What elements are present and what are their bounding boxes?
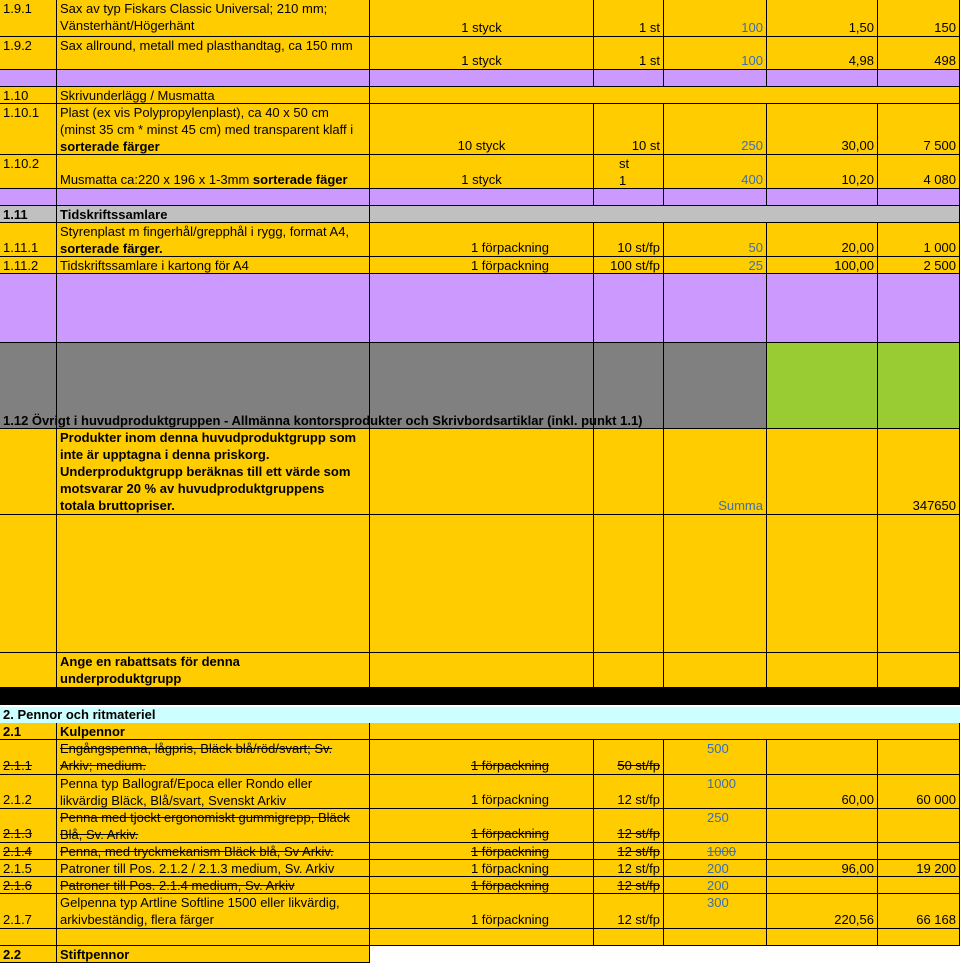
unit-cell (594, 740, 664, 775)
total-cell (878, 104, 960, 155)
estimate: 1000 (707, 776, 736, 791)
description-cell (57, 843, 370, 860)
price: 20,00 (841, 240, 874, 255)
group-id: 1.11 (3, 207, 28, 222)
spacer-cell (878, 929, 960, 946)
price-cell[interactable] (767, 257, 878, 274)
spacer-cell (370, 515, 594, 653)
note-line: motsvarar 20 % av huvudproduktgruppens (60, 481, 325, 496)
estimate: 500 (707, 741, 729, 756)
total: 19 200 (916, 861, 956, 876)
table-row[interactable] (0, 877, 960, 894)
quantity-cell (370, 894, 594, 929)
row-id: 1.11.2 (3, 258, 39, 273)
quantity: 1 styck (461, 53, 502, 68)
estimate: 25 (748, 258, 763, 273)
group-title: Skrivunderlägg / Musmatta (60, 88, 215, 103)
description-cell (57, 257, 370, 274)
unit-cell (594, 860, 664, 877)
description-line: Patroner till Pos. 2.1.2 / 2.1.3 medium, Sv. Arkiv (60, 861, 335, 876)
estimate: 400 (741, 172, 763, 187)
group-empty-cell (370, 87, 960, 104)
total-cell (878, 809, 960, 843)
estimate: 250 (707, 810, 729, 825)
unit-cell (594, 223, 664, 257)
price-cell[interactable] (767, 877, 878, 894)
description-line: Musmatta ca:220 x 196 x 1-3mm (60, 172, 253, 187)
price: 220,56 (834, 912, 874, 927)
group-id-cell (0, 87, 57, 104)
description-line: Tidskriftssamlare i kartong för A4 (60, 258, 249, 273)
unit: 12 st/fp (617, 792, 660, 807)
quantity: 1 förpackning (470, 844, 550, 859)
total: 2 500 (923, 258, 956, 273)
unit: 12 st/fp (617, 844, 660, 859)
total: 4 080 (923, 172, 956, 187)
price-cell[interactable] (767, 860, 878, 877)
group-header-row (0, 723, 960, 740)
unit: 12 st/fp (617, 912, 660, 927)
spacer-cell (594, 929, 664, 946)
price: 4,98 (848, 53, 874, 68)
description-line: Penna med tjockt ergonomiskt gummigrepp, Bläck (60, 810, 350, 825)
group-empty-cell (370, 723, 960, 740)
price-cell[interactable] (767, 740, 878, 775)
section-cell (664, 343, 767, 429)
table-row[interactable] (0, 223, 960, 257)
spacer-cell (0, 929, 57, 946)
rebate-empty-cell (370, 653, 594, 688)
spacer-cell (57, 189, 370, 206)
spacer-cell (767, 189, 878, 206)
row-id-cell (0, 257, 57, 274)
row-id-cell (0, 843, 57, 860)
unit: st (619, 156, 630, 171)
spacer-cell (0, 70, 57, 87)
note-line: Produkter inom denna huvudproduktgrupp som (60, 430, 357, 445)
group-id: 2.1 (3, 724, 22, 739)
rebate-empty-cell (664, 653, 767, 688)
description-cell (57, 740, 370, 775)
description-line: Penna, med tryckmekanism Bläck blå, Sv Arkiv. (60, 844, 334, 859)
total-cell (878, 223, 960, 257)
spacer-cell (370, 70, 594, 87)
unit-cell (594, 877, 664, 894)
spacer-cell (767, 274, 878, 343)
price-cell[interactable] (767, 223, 878, 257)
rebate-empty-cell (594, 653, 664, 688)
quantity-cell (370, 740, 594, 775)
rebate-input-cell[interactable] (767, 653, 878, 688)
group-id-cell (0, 946, 57, 963)
quantity: 1 förpackning (470, 758, 550, 773)
spacer-cell (878, 274, 960, 343)
row-id-cell (0, 0, 57, 37)
spacer-cell (664, 515, 767, 653)
section-cell (878, 343, 960, 429)
quantity-cell (370, 877, 594, 894)
description-cell (57, 155, 370, 189)
row-id: 2.1.1 (3, 758, 32, 773)
price: 1,50 (848, 20, 874, 35)
description-cell (57, 775, 370, 809)
description-bold: sorterade fäger (252, 172, 348, 187)
description-bold: sorterade färger (60, 139, 160, 154)
quantity: 1 förpackning (470, 258, 550, 273)
quantity-cell (370, 809, 594, 843)
spacer-row (0, 274, 960, 343)
group-title-cell (57, 723, 370, 740)
spacer-row (0, 929, 960, 946)
estimate-cell (664, 257, 767, 274)
spacer-cell (0, 274, 57, 343)
unit: 10 st (631, 138, 660, 153)
unit: 12 st/fp (617, 826, 660, 841)
estimate-cell (664, 223, 767, 257)
spacer-cell (594, 274, 664, 343)
unit: 10 st/fp (617, 240, 660, 255)
spacer-cell (878, 515, 960, 653)
sum-value: 347650 (912, 498, 956, 513)
price-cell[interactable] (767, 37, 878, 70)
spacer-row (0, 70, 960, 87)
description-line: Gelpenna typ Artline Softline 1500 eller likvärdig, (60, 895, 340, 910)
price: 60,00 (841, 792, 874, 807)
total-cell (878, 0, 960, 37)
table-row[interactable] (0, 843, 960, 860)
row-id: 1.11.1 (3, 240, 39, 255)
price-cell[interactable] (767, 843, 878, 860)
total-cell (878, 860, 960, 877)
unit: 50 st/fp (617, 758, 660, 773)
table-row[interactable] (0, 155, 960, 189)
estimate-cell (664, 809, 767, 843)
unit-cell (594, 775, 664, 809)
description-cell (57, 809, 370, 843)
estimate-cell (664, 37, 767, 70)
quantity: 1 styck (461, 20, 502, 35)
description-line: Sax allround, metall med plasthandtag, ca 150 mm (60, 38, 353, 53)
unit: 12 st/fp (617, 878, 660, 893)
spacer-cell (664, 70, 767, 87)
quantity-cell (370, 257, 594, 274)
total: 7 500 (923, 138, 956, 153)
estimate: 100 (741, 20, 763, 35)
row-id-cell (0, 775, 57, 809)
spacer-cell (594, 189, 664, 206)
price: 10,20 (841, 172, 874, 187)
description-line: likvärdig Bläck, Blå/svart, Svenskt Arkiv (60, 793, 287, 808)
total: 150 (934, 20, 956, 35)
row-id: 1.10.2 (3, 156, 40, 171)
table-row[interactable] (0, 0, 960, 37)
group-title: Stiftpennor (60, 947, 130, 962)
description-line: Sax av typ Fiskars Classic Universal; 210 mm; (60, 1, 328, 16)
description-bold: sorterade färger. (60, 241, 163, 256)
group-empty-cell (370, 946, 960, 963)
spacer-cell (0, 189, 57, 206)
description-line: Engångspenna, lågpris, Bläck blå/röd/svart; Sv. (60, 741, 333, 756)
section-title: 1.12 Övrigt i huvudproduktgruppen - Allmänna kontorsprodukter och Skrivbordsartiklar (inkl. punkt 1.1) (3, 413, 643, 428)
group-title-cell (57, 206, 370, 223)
price-cell[interactable] (767, 809, 878, 843)
total-cell (878, 155, 960, 189)
quantity-cell (370, 155, 594, 189)
price-cell[interactable] (767, 104, 878, 155)
description-line: Arkiv; medium. (60, 758, 146, 773)
row-id-cell (0, 223, 57, 257)
spacer-cell (594, 70, 664, 87)
table-row[interactable] (0, 104, 960, 155)
total-cell (878, 740, 960, 775)
row-id-cell (0, 155, 57, 189)
note-line: totala bruttopriser. (60, 498, 175, 513)
price-cell[interactable] (767, 894, 878, 929)
row-id-cell (0, 104, 57, 155)
description-cell (57, 877, 370, 894)
group-header-row (0, 946, 960, 963)
table-row[interactable] (0, 775, 960, 809)
spacer-cell (878, 70, 960, 87)
spacer-cell (57, 274, 370, 343)
quantity-cell (370, 775, 594, 809)
price: 96,00 (841, 861, 874, 876)
description-line: Styrenplast m fingerhål/grepphål i rygg, format A4, (60, 224, 350, 239)
spacer-cell (664, 929, 767, 946)
estimate-cell (664, 0, 767, 37)
row-id-cell (0, 860, 57, 877)
estimate: 100 (741, 53, 763, 68)
rebate-empty-cell (878, 653, 960, 688)
quantity: 1 förpackning (470, 240, 550, 255)
row-id-cell (0, 37, 57, 70)
row-id: 1.9.1 (3, 1, 32, 16)
row-id: 1.9.2 (3, 38, 32, 53)
total-cell (878, 894, 960, 929)
quantity: 1 förpackning (470, 826, 550, 841)
unit: 12 st/fp (617, 861, 660, 876)
row-id: 2.1.4 (3, 844, 32, 859)
description-line: Vänsterhänt/Högerhänt (60, 18, 195, 33)
spacer-cell (370, 929, 594, 946)
unit-cell (594, 809, 664, 843)
row-id-cell (0, 740, 57, 775)
spacer-row (0, 189, 960, 206)
group-id: 1.10 (3, 88, 29, 103)
price-cell[interactable] (767, 155, 878, 189)
description-cell (57, 104, 370, 155)
row-id-cell (0, 809, 57, 843)
note-cell (57, 429, 370, 515)
estimate: 200 (707, 878, 729, 893)
spacer-cell (57, 929, 370, 946)
table-row[interactable] (0, 257, 960, 274)
estimate: 300 (707, 895, 729, 910)
spacer-cell (594, 515, 664, 653)
quantity: 1 förpackning (470, 792, 550, 807)
spacer-cell (57, 515, 370, 653)
price: 100,00 (834, 258, 874, 273)
group-header-row (0, 87, 960, 104)
spacer-row (0, 515, 960, 653)
unit-cell (594, 37, 664, 70)
section-header-row (0, 707, 960, 723)
row-id-cell (0, 894, 57, 929)
spacer-cell (370, 274, 594, 343)
rebate-label-cell (57, 653, 370, 688)
total: 60 000 (916, 792, 956, 807)
row-id-cell (0, 877, 57, 894)
total: 1 000 (923, 240, 956, 255)
unit: 1 st (639, 53, 660, 68)
quantity-cell (370, 860, 594, 877)
description-cell (57, 0, 370, 37)
total-cell (878, 257, 960, 274)
quantity-cell (370, 843, 594, 860)
estimate: 250 (741, 138, 763, 153)
estimate-cell (664, 894, 767, 929)
description-line: Blå, Sv. Arkiv. (60, 827, 139, 842)
rebate-id-cell (0, 653, 57, 688)
section-cell (767, 343, 878, 429)
sum-value-cell (878, 429, 960, 515)
spacer-cell (664, 274, 767, 343)
estimate-cell (664, 155, 767, 189)
estimate-cell (664, 843, 767, 860)
rebate-label: underproduktgrupp (60, 671, 182, 686)
unit-cell (594, 104, 664, 155)
note-empty-cell (370, 429, 594, 515)
unit-cell (594, 155, 664, 189)
estimate-cell (664, 860, 767, 877)
unit: 1 (619, 173, 627, 188)
estimate-cell (664, 104, 767, 155)
quantity-cell (370, 104, 594, 155)
price-cell[interactable] (767, 0, 878, 37)
group-empty-cell (370, 206, 960, 223)
unit-cell (594, 0, 664, 37)
note-empty-cell (594, 429, 664, 515)
quantity: 10 styck (457, 138, 506, 153)
unit-cell (594, 843, 664, 860)
row-id: 1.10.1 (3, 105, 40, 120)
note-empty-cell (767, 429, 878, 515)
row-id: 2.1.3 (3, 826, 32, 841)
total-cell (878, 843, 960, 860)
total: 66 168 (916, 912, 956, 927)
table-row[interactable] (0, 860, 960, 877)
spacer-cell (370, 189, 594, 206)
total: 498 (934, 53, 956, 68)
row-id: 2.1.2 (3, 792, 32, 807)
quantity-cell (370, 37, 594, 70)
quantity: 1 styck (461, 172, 502, 187)
quantity-cell (370, 223, 594, 257)
spacer-cell (767, 515, 878, 653)
description-cell (57, 860, 370, 877)
total-cell (878, 775, 960, 809)
estimate-cell (664, 775, 767, 809)
group-id-cell (0, 206, 57, 223)
row-id: 2.1.6 (3, 878, 32, 893)
group-title-cell (57, 87, 370, 104)
spacer-cell (878, 189, 960, 206)
sum-label: Summa (718, 498, 763, 513)
note-id-cell (0, 429, 57, 515)
total-cell (878, 877, 960, 894)
section-title: 2. Pennor och ritmateriel (3, 707, 156, 722)
note-line: inte är upptagna i denna priskorg. (60, 447, 270, 462)
estimate: 50 (748, 240, 763, 255)
description-cell (57, 223, 370, 257)
description-cell (57, 894, 370, 929)
sum-label-cell (664, 429, 767, 515)
section-header-row (0, 343, 960, 429)
note-row (0, 429, 960, 515)
quantity: 1 förpackning (470, 912, 550, 927)
table-row[interactable] (0, 37, 960, 70)
estimate: 1000 (707, 844, 736, 859)
spacer-cell (57, 70, 370, 87)
spacer-cell (767, 70, 878, 87)
description-line: (minst 35 cm * minst 45 cm) med transparent klaff i (60, 122, 354, 137)
spacer-cell (767, 929, 878, 946)
group-title: Tidskriftssamlare (60, 207, 168, 222)
quantity-cell (370, 0, 594, 37)
group-title: Kulpennor (60, 724, 125, 739)
table-row[interactable] (0, 809, 960, 843)
quantity: 1 förpackning (470, 878, 550, 893)
spacer-cell (664, 189, 767, 206)
description-line: Penna typ Ballograf/Epoca eller Rondo eller (60, 776, 313, 791)
quantity: 1 förpackning (470, 861, 550, 876)
unit-cell (594, 894, 664, 929)
unit: 1 st (639, 20, 660, 35)
table-row[interactable] (0, 740, 960, 775)
group-header-row (0, 206, 960, 223)
unit: 100 st/fp (610, 258, 660, 273)
estimate-cell (664, 740, 767, 775)
price: 30,00 (841, 138, 874, 153)
separator-bar (0, 688, 960, 705)
description-line: Patroner till Pos. 2.1.4 medium, Sv. Arkiv (60, 878, 295, 893)
description-line: Plast (ex vis Polypropylenplast), ca 40 x 50 cm (60, 105, 329, 120)
total-cell (878, 37, 960, 70)
estimate: 200 (707, 861, 729, 876)
unit-cell (594, 257, 664, 274)
group-id-cell (0, 723, 57, 740)
row-id: 2.1.7 (3, 912, 32, 927)
group-title-cell (57, 946, 370, 963)
row-id: 2.1.5 (3, 861, 32, 876)
description-line: arkivbeständig, flera färger (60, 912, 214, 927)
rebate-row[interactable] (0, 653, 960, 688)
rebate-label: Ange en rabattsats för denna (60, 654, 240, 669)
table-row[interactable] (0, 894, 960, 929)
group-id: 2.2 (3, 947, 22, 962)
description-cell (57, 37, 370, 70)
estimate-cell (664, 877, 767, 894)
spacer-cell (0, 515, 57, 653)
price-cell[interactable] (767, 775, 878, 809)
note-line: Underproduktgrupp beräknas till ett värde som (60, 464, 351, 479)
